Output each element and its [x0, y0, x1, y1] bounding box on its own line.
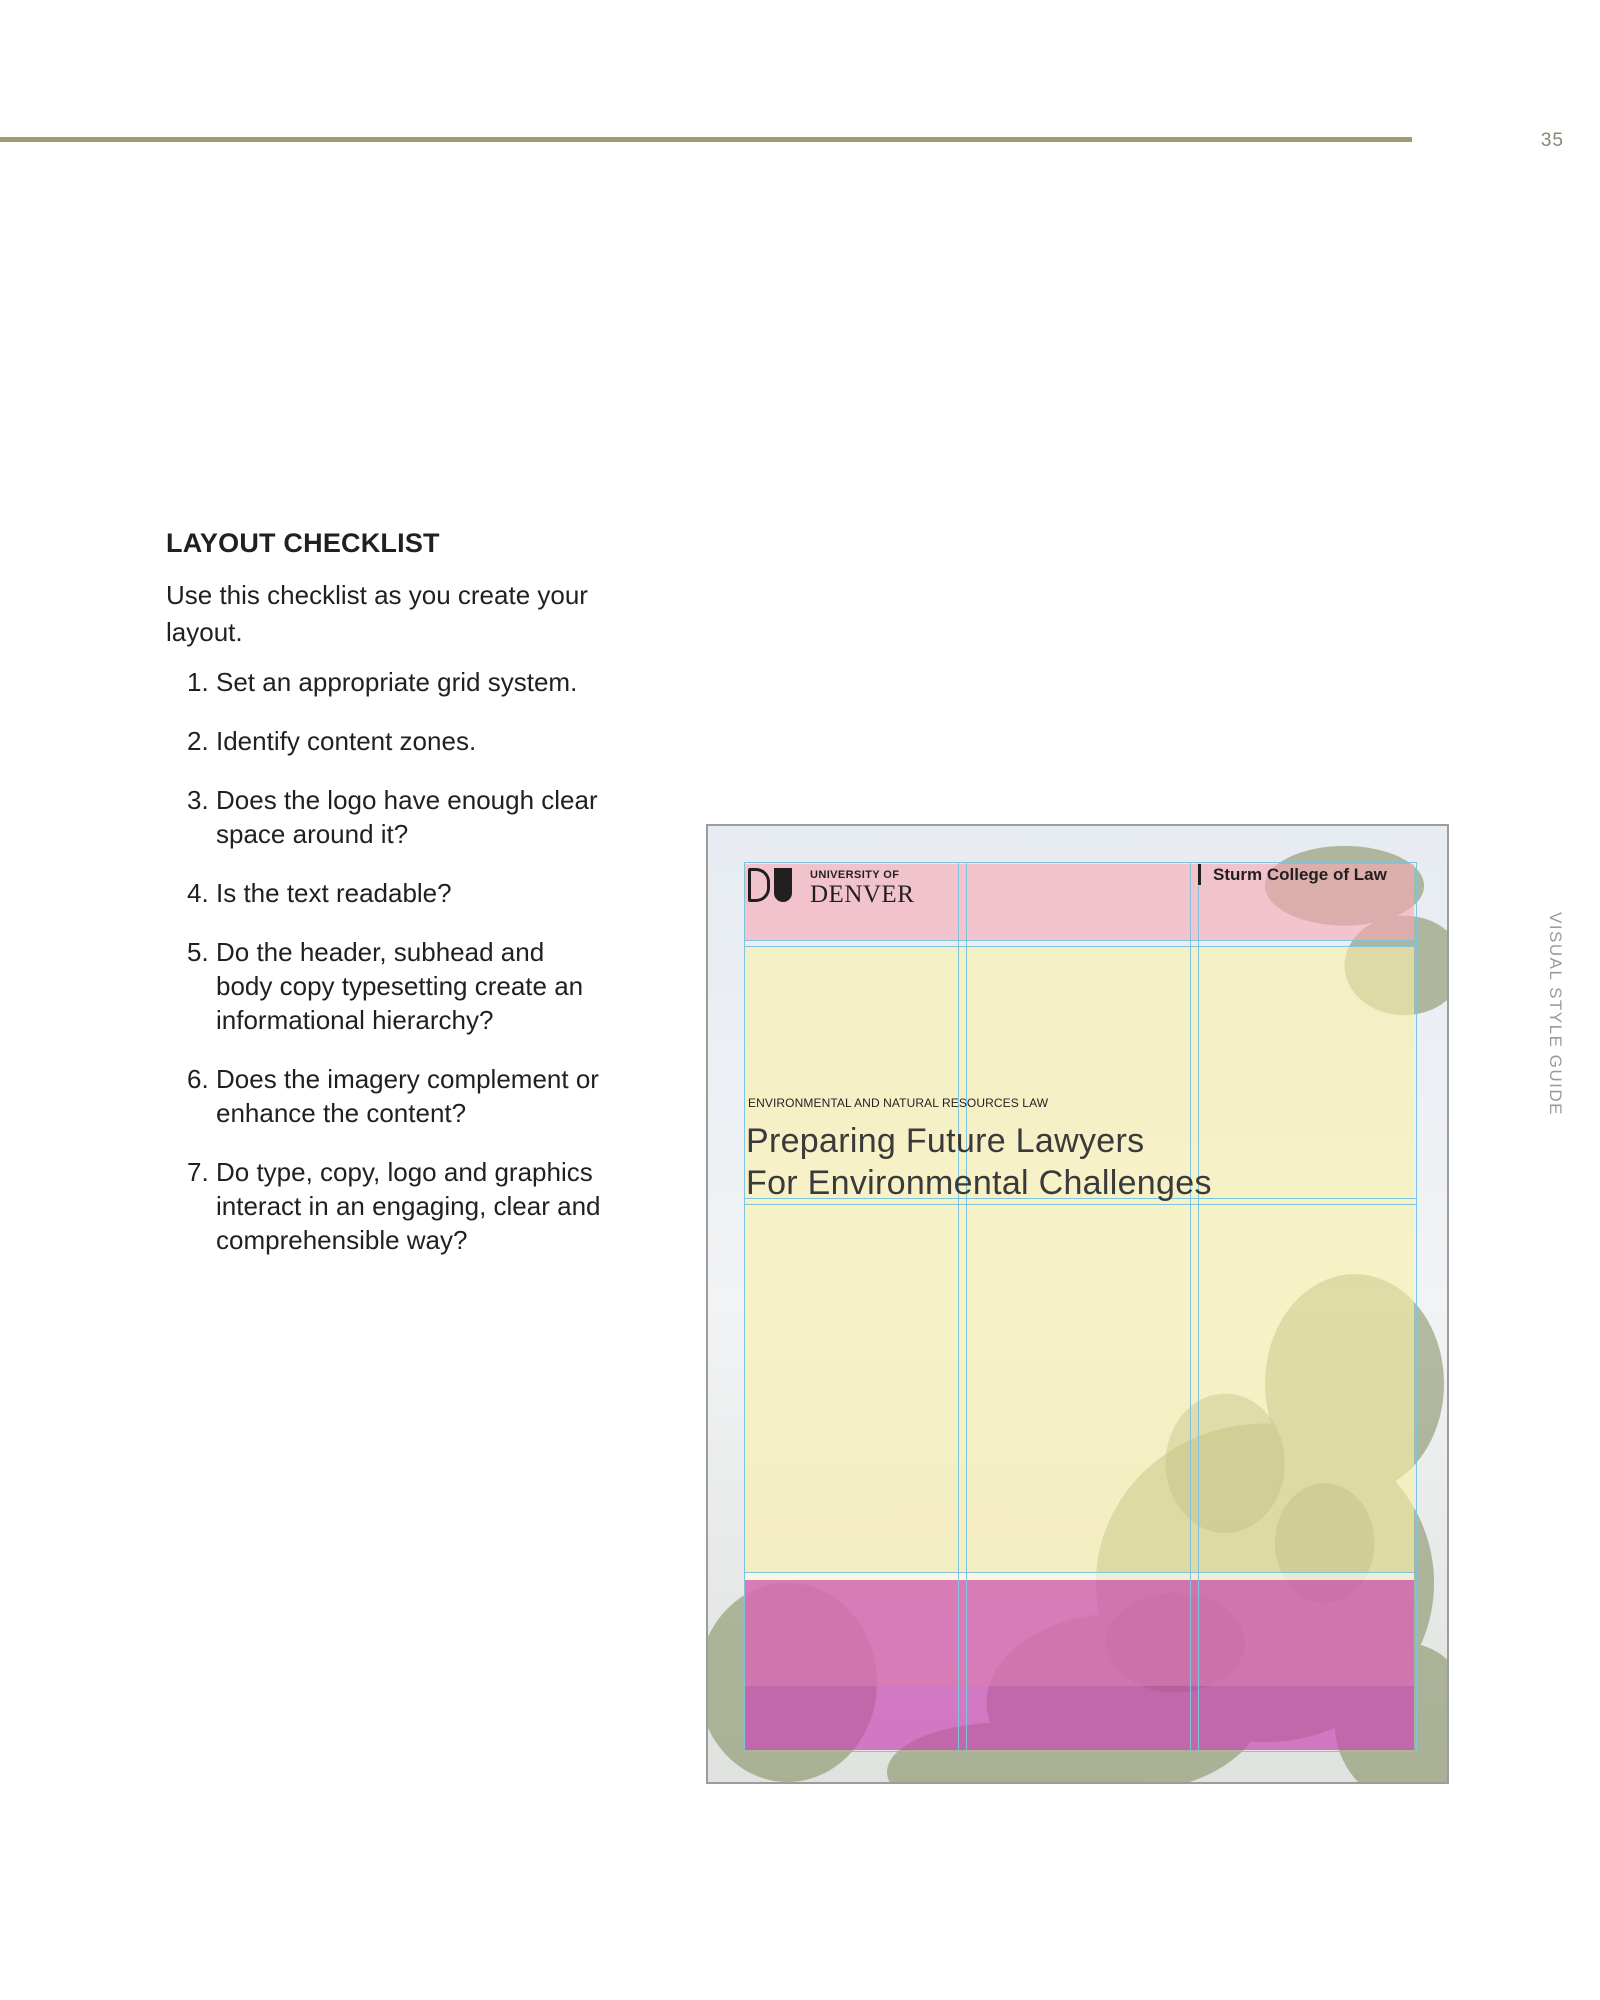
zone-gutter: [745, 1572, 1414, 1580]
grid-guide: [744, 946, 1416, 947]
checklist-item-number: 1.: [187, 667, 209, 697]
section-side-label: VISUAL STYLE GUIDE: [1546, 912, 1565, 1116]
grid-guide: [744, 862, 745, 1752]
grid-guide: [744, 862, 1416, 863]
grid-guide: [1198, 862, 1199, 1752]
checklist-title: LAYOUT CHECKLIST: [166, 528, 440, 558]
logo-denver-text: DENVER: [810, 881, 915, 908]
checklist-item-text: Does the logo have enough clear space around it?: [216, 785, 598, 849]
grid-guide: [958, 862, 959, 1752]
checklist-item: [166, 876, 606, 910]
checklist-item: [166, 1062, 606, 1130]
university-logo: [748, 866, 914, 907]
grid-guide: [744, 1751, 1416, 1752]
checklist-item: [166, 935, 606, 1037]
cover-headline: [746, 1120, 1366, 1204]
top-rule: [0, 137, 1412, 142]
checklist-item-number: 2.: [187, 726, 209, 756]
checklist-item-text: Identify content zones.: [216, 726, 477, 756]
footer-zone: [745, 1580, 1414, 1750]
college-name: Sturm College of Law: [1198, 864, 1393, 885]
grid-guide: [744, 940, 1416, 941]
checklist-item-number: 5.: [187, 937, 209, 967]
checklist-item: [166, 1155, 606, 1257]
checklist-item-number: 6.: [187, 1064, 209, 1094]
grid-guide: [744, 1572, 1416, 1573]
checklist-item-text: Do the header, subhead and body copy typesetting create an informational hierarchy?: [216, 937, 584, 1035]
grid-guide: [966, 862, 967, 1752]
headline-line: For Environmental Challenges: [746, 1164, 1212, 1202]
checklist-item-text: Set an appropriate grid system.: [216, 667, 578, 697]
checklist-item: [166, 665, 606, 699]
cover-layout-example: [706, 824, 1449, 1784]
checklist-item-text: Does the imagery complement or enhance the content?: [216, 1064, 599, 1128]
layout-checklist: [166, 528, 606, 1282]
grid-guide: [1190, 862, 1191, 1752]
checklist-item-number: 4.: [187, 878, 209, 908]
logo-university-text: UNIVERSITY OF: [810, 869, 900, 881]
checklist-item: [166, 724, 606, 758]
checklist-item-number: 7.: [187, 1157, 209, 1187]
checklist-item-text: Is the text readable?: [216, 878, 452, 908]
checklist-item: [166, 783, 606, 851]
checklist-intro: Use this checklist as you create your layout.: [166, 580, 588, 647]
grid-guide: [744, 1204, 1416, 1205]
checklist-item-number: 3.: [187, 785, 209, 815]
checklist-item-text: Do type, copy, logo and graphics interact in an engaging, clear and comprehensible way?: [216, 1157, 601, 1255]
checklist-list: [166, 665, 606, 1257]
du-monogram-icon: [748, 866, 796, 904]
cover-eyebrow: ENVIRONMENTAL AND NATURAL RESOURCES LAW: [748, 1096, 1049, 1110]
grid-guide: [1416, 862, 1417, 1752]
page-number: 35: [1540, 130, 1564, 151]
headline-line: Preparing Future Lawyers: [746, 1122, 1145, 1160]
